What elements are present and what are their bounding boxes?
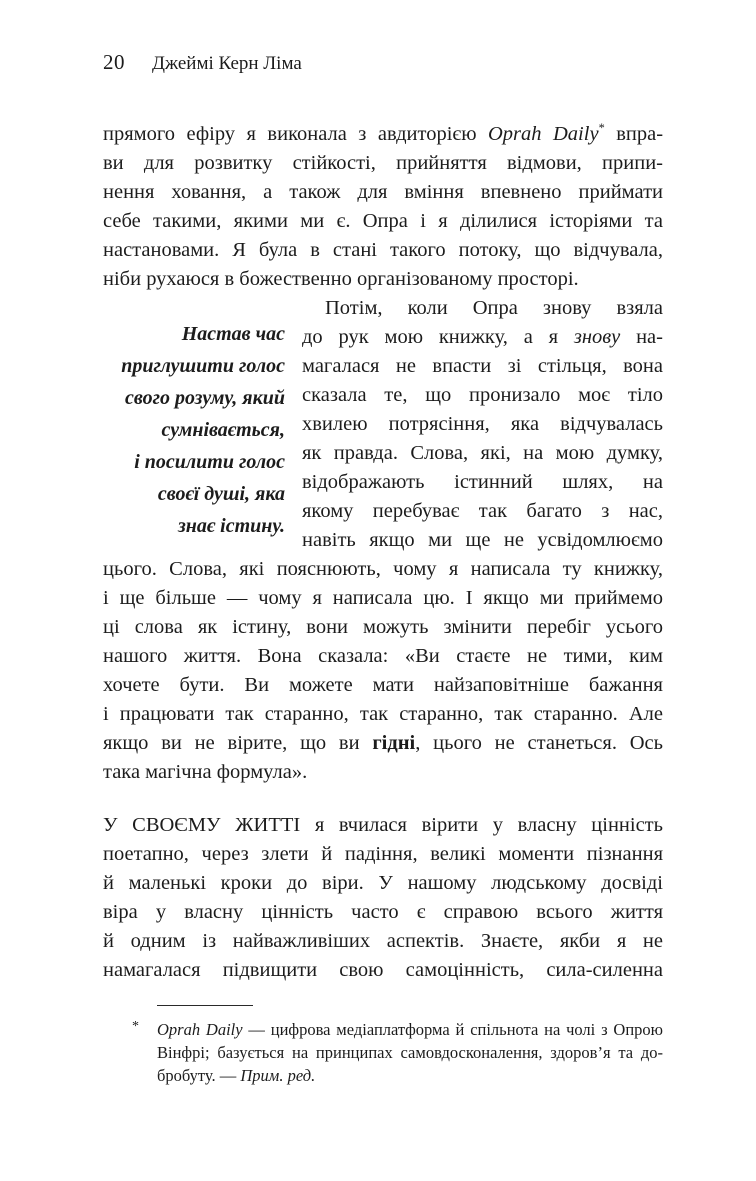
text-segment: сумнівається, [161,419,285,441]
text-segment: приглушити голос [121,355,285,377]
text-line [103,207,663,236]
text-segment-i: Oprah Daily [488,123,599,145]
text-segment: Потім, коли Опра знову взяла [325,297,663,319]
running-header [103,50,302,75]
text-segment: намагалася підвищити свою самоцінність, сила-силенна [103,959,663,981]
text-segment: — цифрова медіаплатформа й спільнота на чолі з Опрою [242,1020,663,1039]
text-line [103,149,663,178]
text-segment: бробуту. — [157,1066,241,1085]
pull-quote [103,294,302,555]
text-segment: на- [620,326,663,348]
text-line [103,898,663,927]
text-segment: віра у власну цінність часто є справою всього життя [103,901,663,923]
text-line [103,927,663,956]
text-line [103,758,663,787]
text-segment: себе такими, якими ми є. Опра і я ділилися історіями та [103,210,663,232]
footnote-row [103,1018,663,1087]
text-line [103,178,663,207]
text-line [103,811,663,840]
paragraph-2-continued [103,555,663,787]
text-line [103,869,663,898]
text-segment: якому перебуває так багато з нас, [302,500,663,522]
text-segment: ніби рухаюся в божественно організованому просторі. [103,268,579,290]
text-line [103,120,663,149]
text-segment: прямого ефіру я виконала з авдиторією [103,123,488,145]
pull-quote-lines [103,318,285,542]
text-segment: знає істину. [177,515,285,537]
text-segment: У СВОЄМУ ЖИТТІ я вчилася вірити у власну цінність [103,814,663,836]
text-line [103,414,285,446]
text-line [103,613,663,642]
text-segment: навіть якщо ми ще не усвідомлюємо [302,529,663,551]
text-line [103,350,285,382]
text-segment: хочете бути. Ви можете мати найзаповітніше бажання [103,674,663,696]
text-segment-sup: * [598,121,605,136]
text-line [157,1041,663,1064]
text-segment: магалася не впасти зі стільця, вона [302,355,663,377]
text-segment: цього. Слова, які пояснюють, чому я написала ту книжку, [103,558,663,580]
paragraph-1 [103,120,663,294]
text-line [103,956,663,985]
text-line [103,478,285,510]
text-segment: така магічна формула». [103,761,308,783]
text-segment: сказала те, що пронизало моє тіло [302,384,663,406]
text-line [103,236,663,265]
page-number: 20 [103,50,125,74]
running-title-author: Джеймі Керн Ліма [152,53,302,74]
text-segment: до рук мою книжку, а я [302,326,574,348]
text-segment-b: гідні [372,732,416,754]
text-line [157,1064,663,1087]
text-line [103,318,285,350]
text-segment: хвилею потрясіння, яка відчувалась [302,413,663,435]
text-line [103,265,663,294]
text-column [103,120,663,1087]
text-segment: і ще більше — чому я написала цю. І якщо ми приймемо [103,587,663,609]
text-segment: впра- [604,123,664,145]
section-paragraph [103,811,663,985]
text-segment: якщо ви не вірите, що ви [103,732,373,754]
footnote-marker: * [132,1019,139,1034]
text-line [103,446,285,478]
text-line [103,671,663,700]
text-segment: і посилити голос [134,451,285,473]
paragraph-2 [103,294,663,787]
text-segment: свого розуму, який [125,387,285,409]
text-segment: нашого життя. Вона сказала: «Ви стаєте не тими, ким [103,645,663,667]
text-segment: й одним із найважливіших аспектів. Знаєте, якби я не [103,930,663,952]
text-line [157,1018,663,1041]
text-segment: , цього не станеться. Ось [415,732,663,754]
text-line [103,555,663,584]
footnote [103,1005,663,1087]
text-line [103,584,663,613]
text-line [103,642,663,671]
text-line [103,700,663,729]
text-segment: ви для розвитку стійкості, прийняття відмови, припи- [103,152,663,174]
text-segment: поетапно, через злети й падіння, великі моменти пізнання [103,843,663,865]
text-segment: Настав час [181,323,285,345]
text-segment-i: Oprah Daily [157,1020,243,1039]
text-segment: нення ховання, а також для вміння впевнено приймати [103,181,663,203]
text-line [103,382,285,414]
text-segment-i: Прим. ред. [240,1066,316,1085]
text-segment: ці слова як істину, вони можуть змінити перебіг усього [103,616,663,638]
text-segment: як правда. Слова, які, на мою думку, [302,442,663,464]
text-segment: і працювати так старанно, так старанно, так старанно. Але [103,703,663,725]
text-segment: й маленькі кроки до віри. У нашому людському досвіді [103,872,663,894]
text-line [103,510,285,542]
text-segment: своєї душі, яка [157,483,285,505]
text-segment: настановами. Я була в стані такого потоку, що відчувала, [103,239,663,261]
text-segment: відображають істинний шлях, на [302,471,663,493]
text-segment-i: знову [573,326,621,348]
text-line [103,840,663,869]
footnote-text [157,1018,663,1087]
text-segment: Вінфрі; базується на принципах самовдосконалення, здоров’я та до- [157,1043,663,1062]
footnote-divider [157,1005,253,1006]
text-line [103,729,663,758]
